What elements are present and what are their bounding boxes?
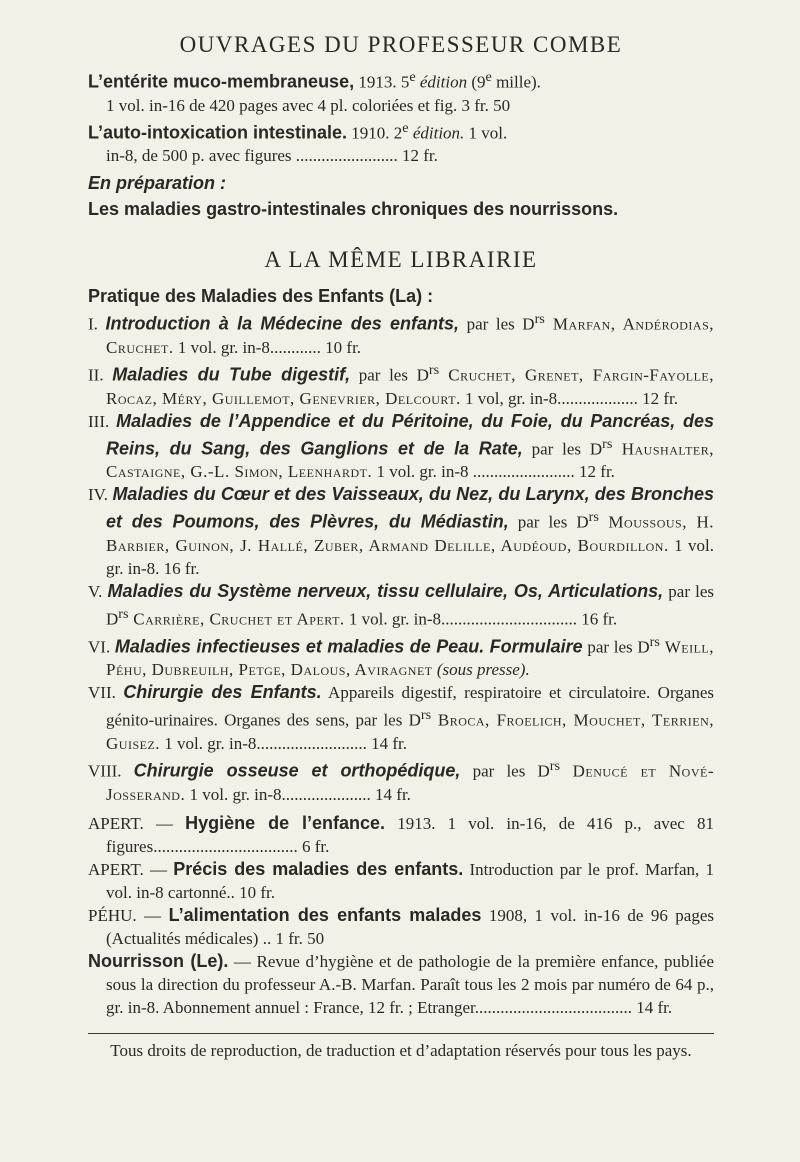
work-entry-2: L’auto-intoxication intestinale. 1910. 2e édition. 1 vol. in-8, de 500 p. avec figures ........................ 12 fr. [88, 119, 508, 166]
other-entry-1: APERT. — Hygiène de l’enfance. 1913. 1 vol. in-16, de 416 p., avec 81 figures.................................. 6 fr. [88, 812, 715, 856]
other-title-2: Précis des maladies des enfants. [173, 858, 464, 879]
work-title-2: L’auto-intoxication intestinale. [88, 122, 348, 143]
volume-entry-4: IV. Maladies du Cœur et des Vaisseaux, du Nez, du Larynx, des Bronches et des Poumons, des Plèvres, du Médiastin, par les $D^{rs}$ Moussous, H. Barbier, Guinon, J. Hallé, Zuber, Armand Delille, Audéoud, Bourdillon. 1 vol. gr. in-8. 16 fr. [88, 484, 715, 578]
heading-works: OUVRAGES DU PROFESSEUR COMBE [179, 32, 623, 57]
other-entry-4: Nourrisson (Le). — Revue d’hygiène et de pathologie de la première enfance, publiée sous la direction du professeur A.-B. Marfan. Paraît tous les 2 mois par numéro de 64 p., gr. in-8. Abonnement annuel : France, 12 fr. ; Etranger..................................... 14 fr. [88, 950, 715, 1017]
volume-entry-6: VI. Maladies infectieuses et maladies de Peau. Formulaire par les $D^{rs}$ Weill, Péhu, Dubreuilh, Petge, Dalous, Aviragnet (sous presse). [88, 633, 715, 680]
volume-entry-5: V. Maladies du Système nerveux, tissu cellulaire, Os, Articulations, par les $D^{rs}$ Carrière, Cruchet et Apert. 1 vol. gr. in-8................................ 16 fr. [88, 580, 715, 629]
work-title-1: L’entérite muco-membraneuse, [88, 71, 355, 92]
other-works-list [88, 812, 714, 1019]
work-entry-1: L’entérite muco-membraneuse, 1913. 5e édition (9e mille). 1 vol. in-16 de 420 pages avec 4 pl. coloriées et fig. 3 fr. 50 [88, 69, 541, 115]
volume-title-1: Introduction à la Médecine des enfants, [105, 313, 460, 334]
volume-title-6: Maladies infectieuses et maladies de Peau. Formulaire [114, 636, 583, 657]
preparation-title: Les maladies gastro-intestinales chroniques des nourrissons. [88, 199, 619, 220]
preparation-label: En préparation : [88, 173, 227, 194]
volume-title-4: Maladies du Cœur et des Vaisseaux, du Nez, du Larynx, des Bronches et des Poumons, des Plèvres, du Médiastin, [106, 484, 714, 532]
heading-library: A LA MÊME LIBRAIRIE [264, 247, 538, 273]
content-column [88, 32, 714, 1078]
other-title-4: Nourrisson (Le). [88, 950, 229, 971]
volume-entry-2: II. Maladies du Tube digestif, par les $D^{rs}$ Cruchet, Grenet, Fargin-Fayolle, Rocaz, Méry, Guillemot, Genevrier, Delcourt. 1 vol, gr. in-8................... 12 fr. [88, 361, 715, 408]
other-title-1: Hygiène de l’enfance. [185, 812, 386, 833]
work-details-1: 1 vol. in-16 de 420 pages avec 4 pl. coloriées et fig. 3 fr. 50 [106, 95, 511, 115]
work-details-2: in-8, de 500 p. avec figures ........................ 12 fr. [106, 146, 438, 166]
volume-entry-1: I. Introduction à la Médecine des enfants, par les $D^{rs}$ Marfan, Andérodias, Cruchet. 1 vol. gr. in-8............ 10 fr. [88, 311, 715, 357]
series-title: Pratique des Maladies des Enfants (La) : [88, 286, 434, 307]
volume-title-3: Maladies de l’Appendice et du Péritoine, du Foie, du Pancréas, des Reins, du Sang, des Ganglions et de la Rate, [106, 410, 715, 459]
volume-entry-8: VIII. Chirurgie osseuse et orthopédique, par les $D^{rs}$ Denucé et Nové-Josserand. 1 vol. gr. in-8..................... 14 fr. [88, 757, 714, 804]
volume-entry-7: VII. Chirurgie des Enfants. Appareils digestif, respiratoire et circulatoire. Organes génito-urinaires. Organes des sens, par les $D^{rs}$ Broca, Froelich, Mouchet, Terrien, Guisez. 1 vol. gr. in-8.......................... 14 fr. [88, 682, 714, 753]
rights-notice: Tous droits de reproduction, de traduction et d’adaptation réservés pour tous les pays. [88, 1033, 714, 1061]
volume-title-2: Maladies du Tube digestif, [112, 364, 351, 385]
volume-title-8: Chirurgie osseuse et orthopédique, [133, 760, 461, 781]
other-entry-2: APERT. — Précis des maladies des enfants. Introduction par le prof. Marfan, 1 vol. in-8 cartonné.. 10 fr. [88, 858, 714, 902]
volume-title-7: Chirurgie des Enfants. [123, 682, 322, 703]
other-title-3: L’alimentation des enfants malades [168, 904, 482, 925]
volume-title-5: Maladies du Système nerveux, tissu cellulaire, Os, Articulations, [107, 580, 664, 601]
volume-entry-3: III. Maladies de l’Appendice et du Péritoine, du Foie, du Pancréas, des Reins, du Sang, des Ganglions et de la Rate, par les $D^{rs}$ Haushalter, Castaigne, G.-L. Simon, Leenhardt. 1 vol. gr. in-8 ........................ 12 fr. [88, 410, 715, 482]
volume-list [88, 308, 714, 805]
other-entry-3: PÉHU. — L’alimentation des enfants malades 1908, 1 vol. in-16 de 96 pages (Actualités médicales) .. 1 fr. 50 [88, 904, 715, 948]
